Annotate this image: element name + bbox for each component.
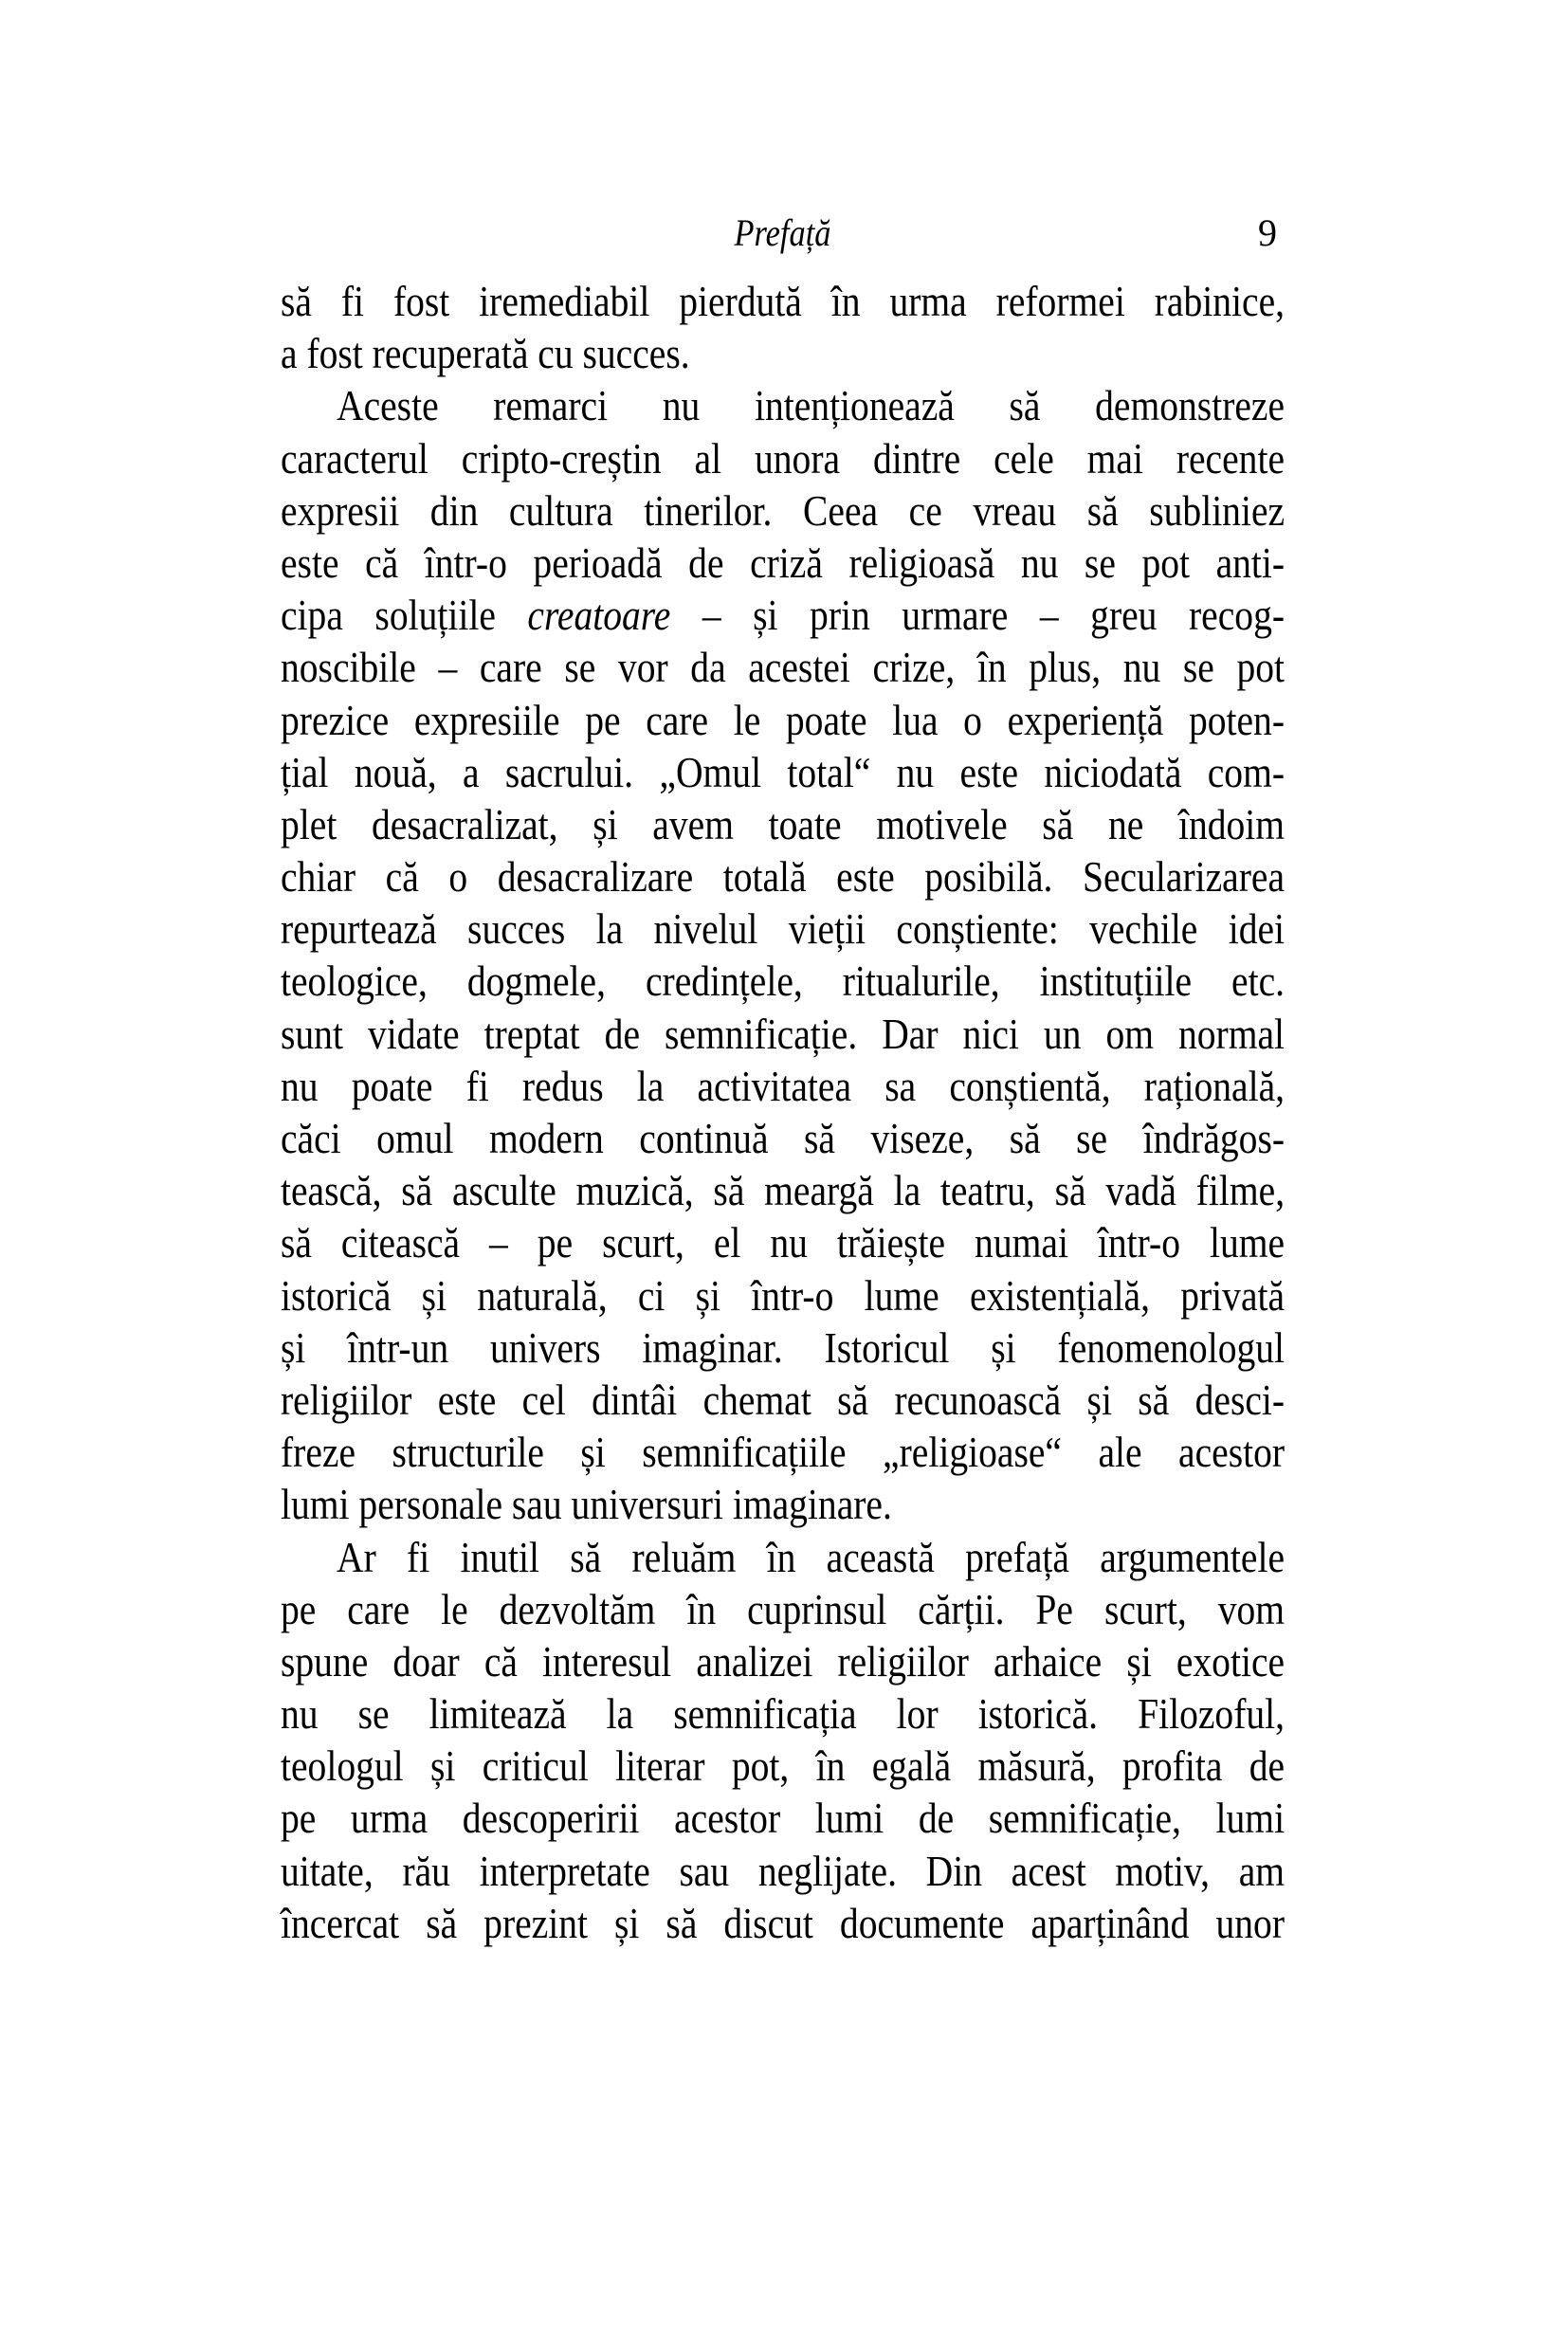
text-line: Aceste remarci nu intenționează să demonstreze — [337, 381, 1285, 430]
text-line: lumi personale sau universuri imaginare. — [281, 1480, 892, 1529]
text-line: este că într-o perioadă de criză religioasă nu se pot anti- — [281, 538, 1285, 587]
text-line: nu poate fi redus la activitatea sa conștientă, rațională, — [281, 1061, 1285, 1110]
text-line: plet desacralizat, și avem toate motivele să ne îndoim — [281, 799, 1285, 848]
text-line: căci omul modern continuă să viseze, să se îndrăgos- — [281, 1114, 1285, 1162]
page-number: 9 — [1258, 211, 1277, 254]
text-line: freze structurile și semnificațiile „religioase“ ale acestor — [281, 1428, 1285, 1477]
text-line: pe care le dezvoltăm în cuprinsul cărții. Pe scurt, vom — [281, 1584, 1285, 1633]
text-line: țial nouă, a sacrului. „Omul total“ nu este niciodată com- — [281, 747, 1285, 796]
text-line: spune doar că interesul analizei religiilor arhaice și exotice — [281, 1636, 1285, 1686]
text-line: teologul și criticul literar pot, în egală măsură, profita de — [281, 1741, 1285, 1791]
text-line: uitate, rău interpretate sau neglijate. Din acest motiv, am — [281, 1846, 1285, 1895]
text-line: teologice, dogmele, credințele, ritualurile, instituțiile etc. — [281, 957, 1285, 1006]
text-line: prezice expresiile pe care le poate lua o experiență poten- — [281, 695, 1285, 744]
text-line: să citească – pe scurt, el nu trăiește numai într-o lume — [281, 1218, 1285, 1267]
text-line: caracterul cripto-creștin al unora dintre cele mai recente — [281, 433, 1285, 483]
text-line: chiar că o desacralizare totală este posibilă. Secularizarea — [281, 852, 1285, 902]
text-line: a fost recuperată cu succes. — [281, 329, 690, 378]
text-line: Ar fi inutil să reluăm în această prefață argumentele — [337, 1532, 1285, 1581]
body-text — [281, 275, 1285, 1949]
text-line: încercat să prezint și să discut documente aparținând unor — [281, 1898, 1285, 1947]
text-line: cipa soluțiile creatoare – și prin urmare – greu recog- — [281, 591, 1285, 640]
text-line: pe urma descoperirii acestor lumi de semnificație, lumi — [281, 1794, 1285, 1843]
running-title: Prefață — [734, 211, 831, 254]
text-line: repurtează succes la nivelul vieții conștiente: vechile idei — [281, 904, 1285, 954]
text-line: expresii din cultura tinerilor. Ceea ce vreau să subliniez — [281, 485, 1285, 535]
text-line: noscibile – care se vor da acestei crize, în plus, nu se pot — [281, 643, 1285, 692]
running-header — [281, 210, 1285, 264]
text-line: religiilor este cel dintâi chemat să recunoască și să desci- — [281, 1375, 1285, 1424]
text-line: tească, să asculte muzică, să meargă la teatru, să vadă filme, — [281, 1166, 1285, 1215]
text-line: istorică și naturală, ci și într-o lume existențială, privată — [281, 1270, 1285, 1320]
text-line: sunt vidate treptat de semnificație. Dar nici un om normal — [281, 1009, 1285, 1058]
text-line: să fi fost iremediabil pierdută în urma reformei rabinice, — [281, 277, 1285, 325]
text-line: și într-un univers imaginar. Istoricul și fenomenologul — [281, 1322, 1285, 1372]
text-line: nu se limitează la semnificația lor istorică. Filozoful, — [281, 1689, 1285, 1739]
